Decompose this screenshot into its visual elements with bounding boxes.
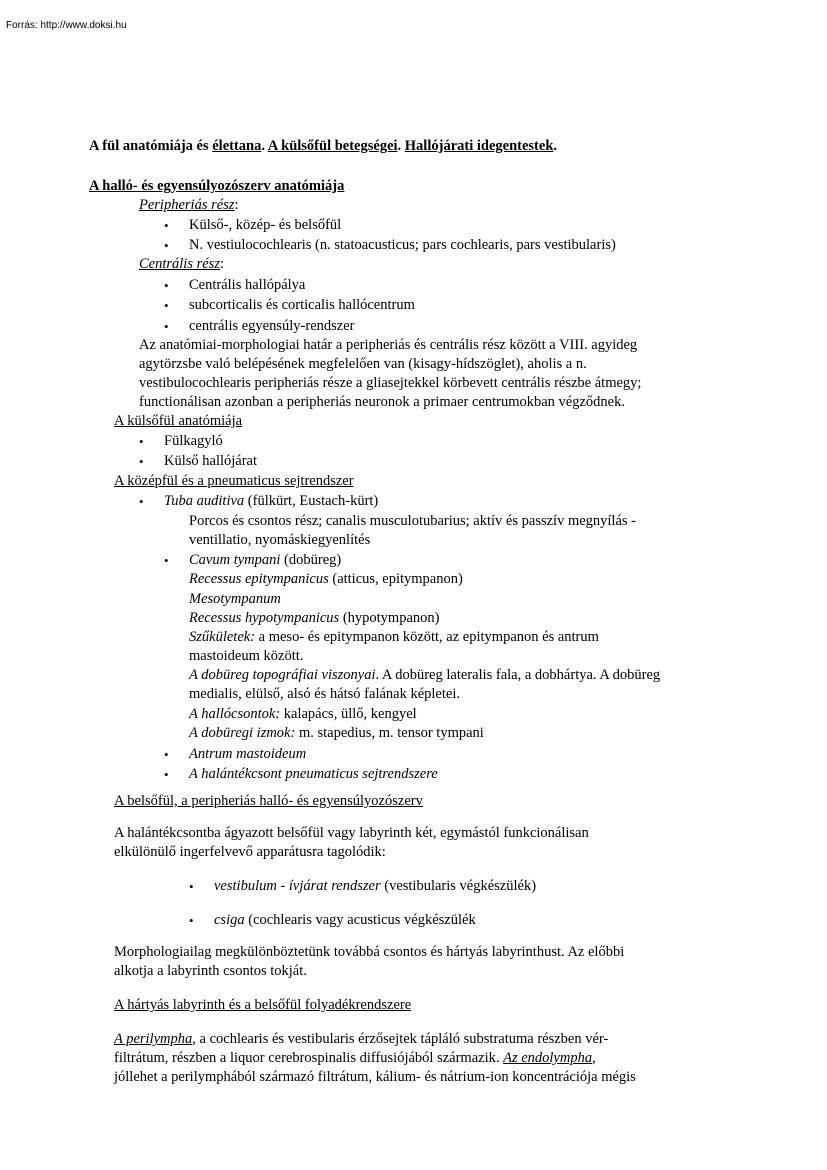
paragraph-line <box>114 1050 596 1067</box>
term-desc: (fülkürt, Eustach-kürt) <box>244 493 379 509</box>
bullet-icon: • <box>139 434 144 449</box>
title-sep: . <box>553 138 558 154</box>
sub-line <box>189 706 417 723</box>
list-item: subcorticalis és corticalis hallócentrum <box>189 297 415 313</box>
text-run: , <box>592 1050 596 1066</box>
text-run: filtrátum, részben a liquor cerebrospinalis diffusiójából származik. <box>114 1050 504 1066</box>
term-desc: (dobüreg) <box>280 552 342 568</box>
list-item: Fülkagyló <box>164 433 223 449</box>
term: Recessus epitympanicus <box>189 571 329 587</box>
sub-line: Mesotympanum <box>189 591 281 607</box>
term: A dobüreg topográfiai viszonyai <box>189 667 376 683</box>
term: A hallócsontok: <box>189 706 281 722</box>
bullet-icon: • <box>139 454 144 469</box>
term: Szűkületek: <box>189 629 256 645</box>
paragraph-line: alkotja a labyrinth csontos tokját. <box>114 963 307 979</box>
term-desc: , a cochlearis és vestibularis érzősejtek tápláló substratuma részben vér- <box>192 1031 609 1047</box>
term: csiga <box>214 912 245 928</box>
title-link-idegentestek: Hallójárati idegentestek <box>404 138 554 154</box>
term-desc: (vestibularis végkészülék) <box>380 878 537 894</box>
term: Recessus hypotympanicus <box>189 610 340 626</box>
title-link-elettana: élettana <box>212 138 262 154</box>
title-sep: . <box>397 138 405 154</box>
paragraph-line: functionálisan azonban a peripheriás neuronok a primaer centrumokban végződnek. <box>139 394 625 410</box>
title-sep: . <box>261 138 268 154</box>
bullet-icon: • <box>139 494 144 509</box>
list-item-cavum <box>189 552 341 569</box>
sub-line <box>189 667 660 684</box>
list-item-tuba <box>164 493 378 510</box>
sub-line <box>189 610 439 627</box>
sub-line: medialis, elülső, alsó és hátsó falának képletei. <box>189 686 460 702</box>
bullet-icon: • <box>164 298 169 313</box>
sub-line <box>189 629 599 646</box>
term-desc: (hypotympanon) <box>339 610 440 626</box>
list-item: Külső hallójárat <box>164 453 258 469</box>
source-note: Forrás: http://www.doksi.hu <box>6 20 127 31</box>
bullet-icon: • <box>164 319 169 334</box>
bullet-icon: • <box>164 553 169 568</box>
term: Az endolympha <box>503 1050 593 1066</box>
bullet-icon: • <box>164 767 169 782</box>
bullet-icon: • <box>189 913 194 928</box>
paragraph-line <box>114 1031 608 1048</box>
section-heading-anatomy: A halló- és egyensúlyozószerv anatómiája <box>89 178 345 194</box>
paragraph-line: Porcos és csontos rész; canalis musculotubarius; aktív és passzív megnyílás - <box>189 513 636 529</box>
section-heading-middle-ear: A középfül és a pneumaticus sejtrendszer <box>114 473 354 489</box>
bullet-icon: • <box>189 879 194 894</box>
term-desc: (atticus, epitympanon) <box>328 571 463 587</box>
paragraph-line: A halántékcsontba ágyazott belsőfül vagy labyrinth két, egymástól funkcionálisan <box>114 825 589 841</box>
page-title <box>89 138 557 155</box>
section-heading-external-ear: A külsőfül anatómiája <box>114 413 243 429</box>
list-item: Centrális hallópálya <box>189 277 306 293</box>
paragraph-line: vestibulocochlearis peripheriás része a gliasejtekkel körbevett centrális részbe átmegy; <box>139 375 642 391</box>
paragraph-line: ventillatio, nyomáskiegyenlítés <box>189 532 371 548</box>
paragraph-line: elkülönülő ingerfelvevő apparátusra tagolódik: <box>114 844 386 860</box>
paragraph-line: agytörzsbe való belépésének megfelelően van (kisagy-hídszöglet), aholis a n. <box>139 356 587 372</box>
term-desc: m. stapedius, m. tensor tympani <box>295 725 484 741</box>
bullet-icon: • <box>164 238 169 253</box>
term: vestibulum - ívjárat rendszer <box>214 878 381 894</box>
colon: : <box>219 256 224 272</box>
sub-line <box>189 571 463 588</box>
list-item: Külső-, közép- és belsőfül <box>189 217 342 233</box>
section-heading-membranous: A hártyás labyrinth és a belsőfül folyadékrendszere <box>114 997 412 1013</box>
bullet-icon: • <box>164 278 169 293</box>
term: Cavum tympani <box>189 552 281 568</box>
list-item <box>214 912 476 929</box>
title-link-kulsoful: A külsőfül betegségei <box>267 138 398 154</box>
term-desc: . A dobüreg lateralis fala, a dobhártya. A dobüreg <box>375 667 661 683</box>
bullet-icon: • <box>164 747 169 762</box>
list-item <box>214 878 536 895</box>
term-desc: kalapács, üllő, kengyel <box>280 706 417 722</box>
term: A dobüregi izmok: <box>189 725 296 741</box>
bullet-icon: • <box>164 218 169 233</box>
term: A perilympha <box>114 1031 193 1047</box>
colon: : <box>234 197 239 213</box>
sub-line <box>189 725 484 742</box>
paragraph-line: Morphologiailag megkülönböztetünk továbbá csontos és hártyás labyrinthust. Az előbbi <box>114 944 625 960</box>
title-part: A fül anatómiája és <box>89 138 213 154</box>
paragraph-line: Az anatómiai-morphologiai határ a peripheriás és centrális rész között a VIII. agyideg <box>139 337 638 353</box>
list-item: centrális egyensúly-rendszer <box>189 318 355 334</box>
section-heading-inner-ear: A belsőfül, a peripheriás halló- és egyensúlyozószerv <box>114 793 423 809</box>
term-desc: (cochlearis vagy acusticus végkészülék <box>244 912 476 928</box>
term: Tuba auditiva <box>164 493 245 509</box>
peripheral-label-text: Peripheriás rész <box>139 197 235 213</box>
list-item: N. vestiulocochlearis (n. statoacusticus; pars cochlearis, pars vestibularis) <box>189 237 616 253</box>
term-desc: a meso- és epitympanon között, az epitympanon és antrum <box>255 629 599 645</box>
central-label-text: Centrális rész <box>139 256 220 272</box>
list-item: Antrum mastoideum <box>189 746 307 762</box>
paragraph-line: jóllehet a perilymphából származó filtrátum, kálium- és nátrium-ion koncentrációja mégis <box>114 1069 636 1085</box>
sub-line: mastoideum között. <box>189 648 304 664</box>
list-item: A halántékcsont pneumaticus sejtrendszere <box>189 766 438 782</box>
central-label <box>139 256 224 273</box>
peripheral-label <box>139 197 239 214</box>
